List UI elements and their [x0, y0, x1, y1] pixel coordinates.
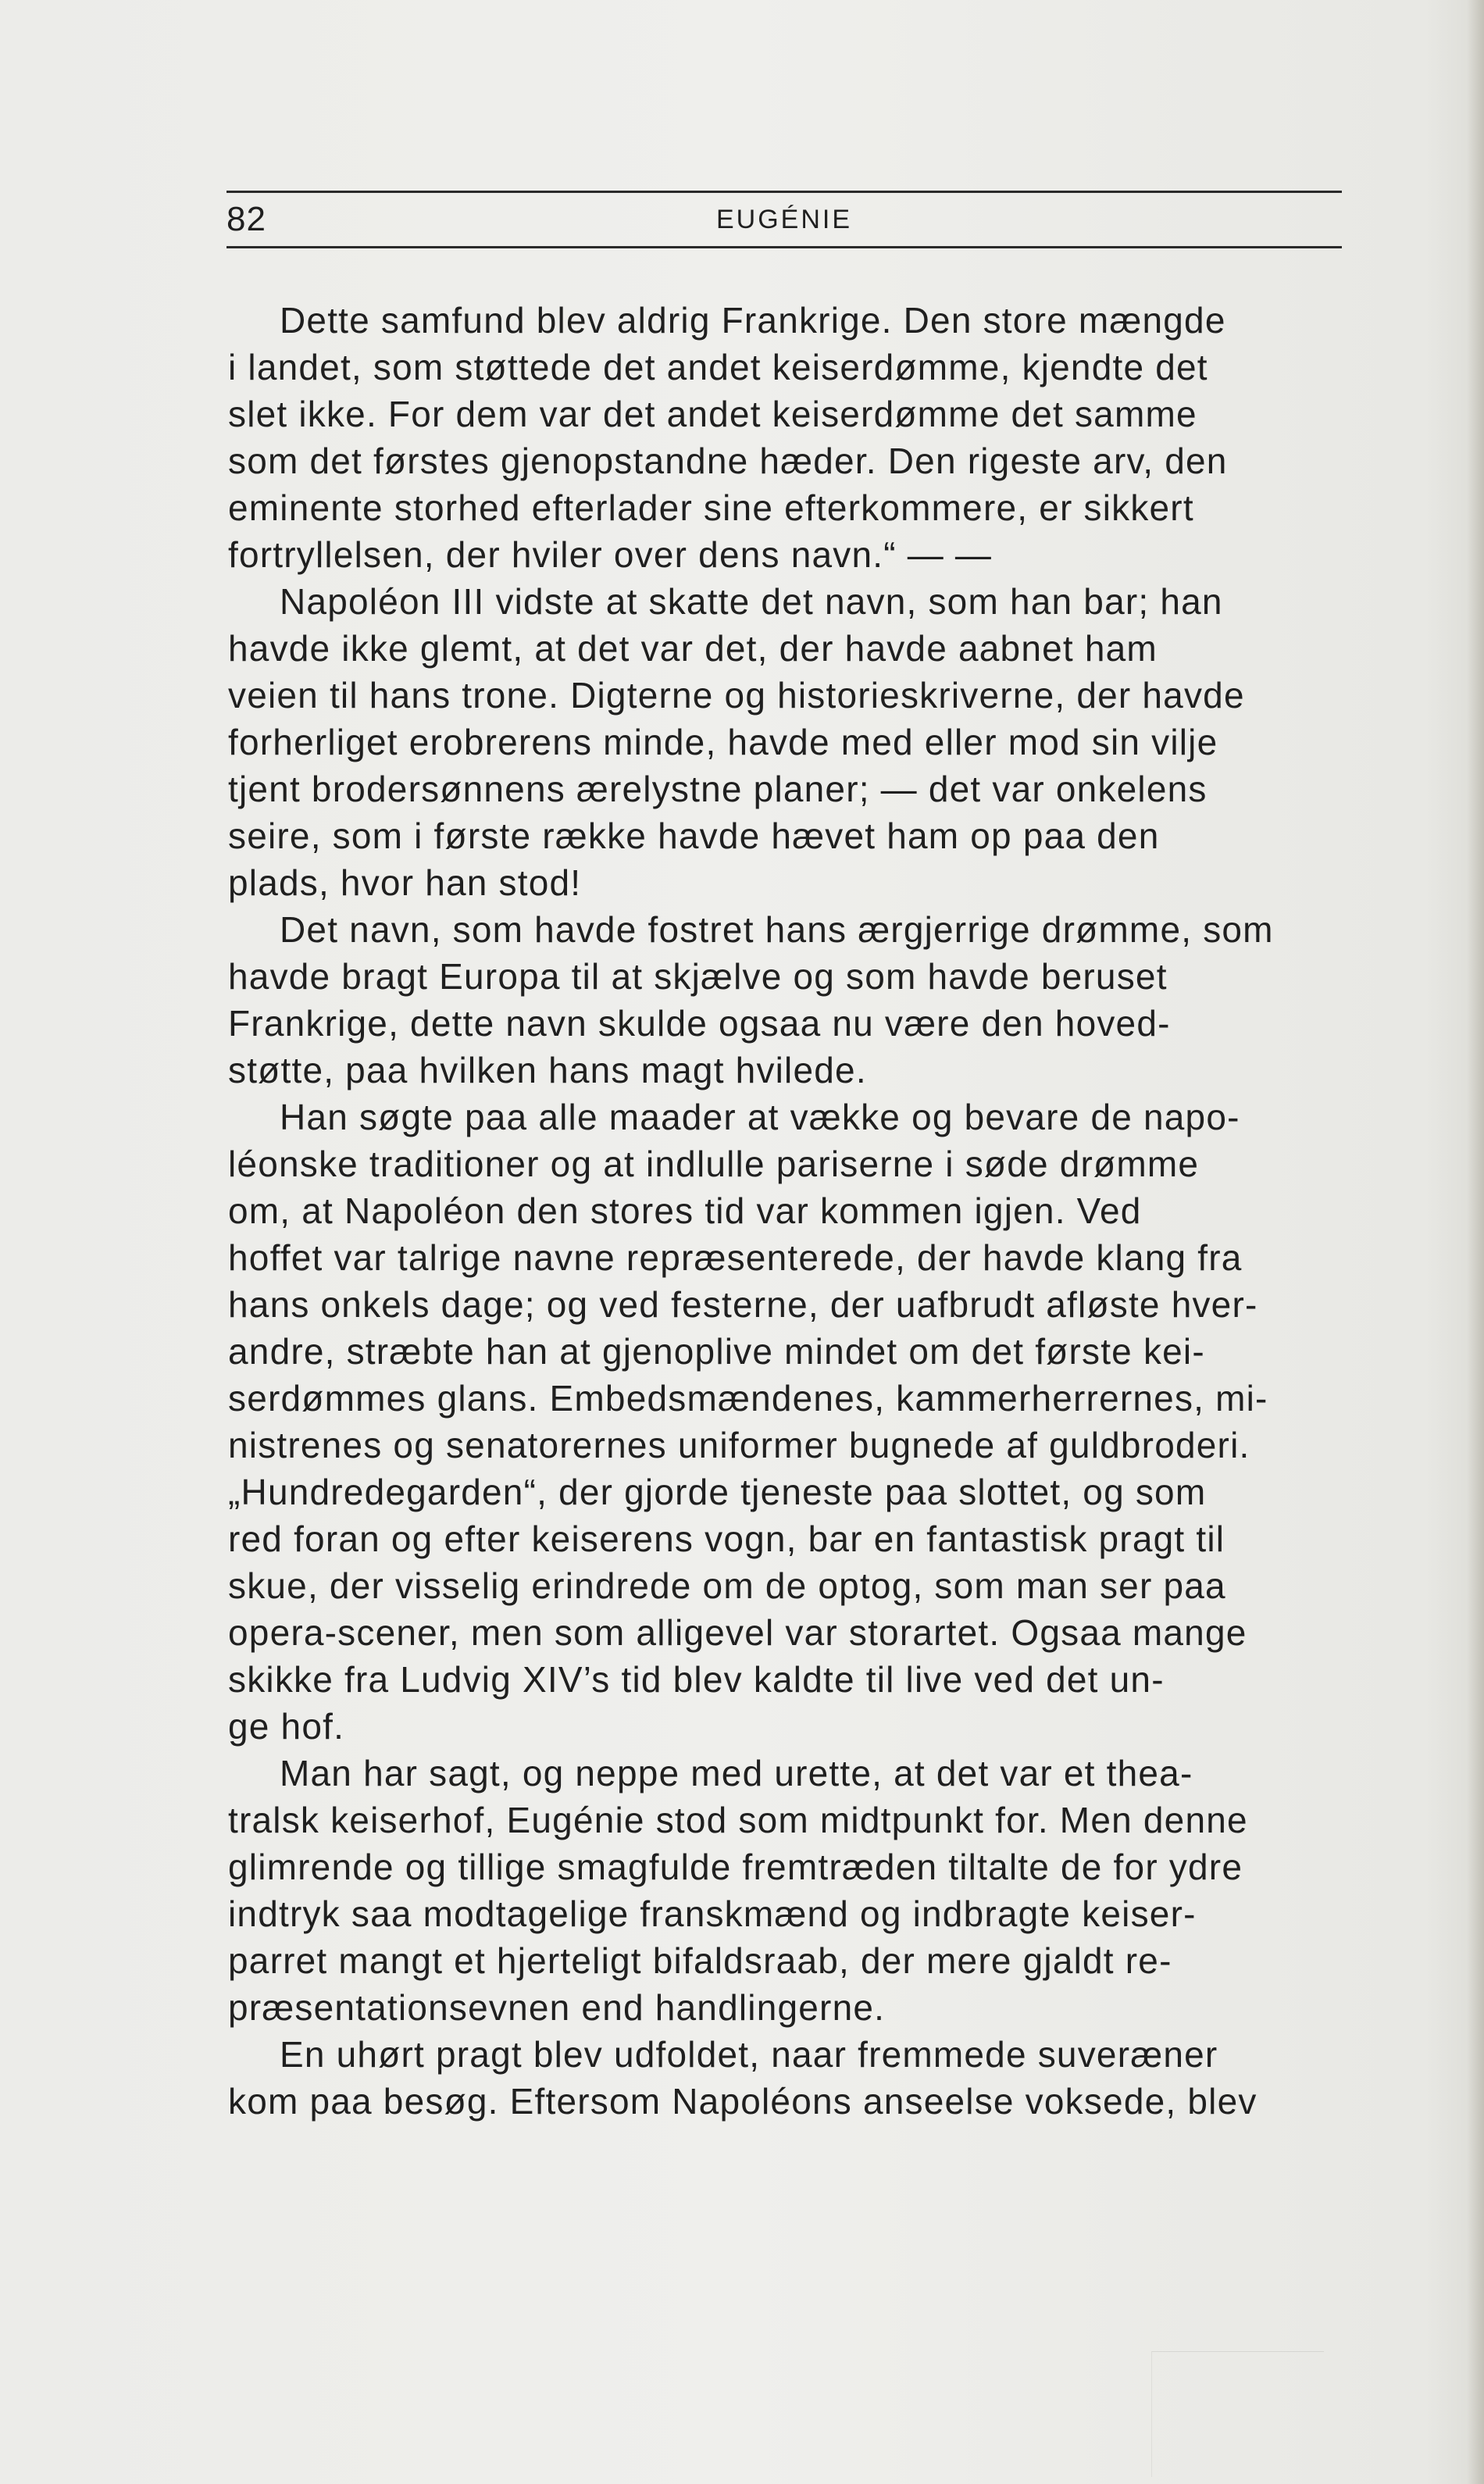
text-line: plads, hvor han stod! — [228, 862, 582, 903]
text-line: ge hof. — [228, 1706, 345, 1747]
text-line: præsentationsevnen end handlingerne. — [228, 1987, 886, 2028]
text-line: havde ikke glemt, at det var det, der havde aabnet ham — [228, 628, 1158, 669]
running-title: EUGÉNIE — [715, 205, 853, 234]
text-line: Det navn, som havde fostret hans ærgjerrige drømme, som — [280, 909, 1274, 950]
text-line: indtryk saa modtagelige franskmænd og indbragte keiser- — [228, 1893, 1197, 1934]
text-line: i landet, som støttede det andet keiserdømme, kjendte det — [228, 347, 1208, 387]
text-line: tralsk keiserhof, Eugénie stod som midtpunkt for. Men denne — [228, 1800, 1248, 1840]
page-number: 82 — [227, 200, 266, 238]
text-line: glimrende og tillige smagfulde fremtræden tiltalte de for ydre — [228, 1847, 1243, 1887]
text-line: En uhørt pragt blev udfoldet, naar fremmede suveræner — [280, 2034, 1218, 2075]
text-line: seire, som i første række havde hævet ham op paa den — [228, 816, 1160, 856]
text-line: andre, stræbte han at gjenoplive mindet om det første kei- — [228, 1331, 1205, 1372]
text-line: léonske traditioner og at indlulle pariserne i søde drømme — [228, 1144, 1200, 1184]
text-line: støtte, paa hvilken hans magt hvilede. — [228, 1050, 867, 1090]
text-line: fortryllelsen, der hviler over dens navn.“ — — — [228, 534, 993, 575]
text-line: kom paa besøg. Eftersom Napoléons anseelse voksede, blev — [228, 2081, 1257, 2122]
text-line: hoffet var talrige navne repræsenterede, der havde klang fra — [228, 1237, 1243, 1278]
text-line: nistrenes og senatorernes uniformer bugnede af guldbroderi. — [228, 1425, 1250, 1465]
header-rule-top — [227, 191, 1342, 193]
running-header — [227, 198, 1342, 244]
page-edge-shadow — [1467, 0, 1484, 2484]
text-line: slet ikke. For dem var det andet keiserdømme det samme — [228, 394, 1197, 434]
text-line: Napoléon III vidste at skatte det navn, som han bar; han — [280, 581, 1223, 622]
text-line: veien til hans trone. Digterne og historieskriverne, der havde — [228, 675, 1245, 716]
text-line: havde bragt Europa til at skjælve og som havde beruset — [228, 956, 1168, 997]
text-line: Man har sagt, og neppe med urette, at det var et thea- — [280, 1753, 1193, 1793]
text-line: eminente storhed efterlader sine efterkommere, er sikkert — [228, 487, 1194, 528]
text-line: red foran og efter keiserens vogn, bar en fantastisk pragt til — [228, 1519, 1225, 1559]
header-rule-bottom — [227, 246, 1342, 248]
text-line: som det førstes gjenopstandne hæder. Den rigeste arv, den — [228, 441, 1228, 481]
text-line: skue, der visselig erindrede om de optog, som man ser paa — [228, 1565, 1226, 1606]
text-line: tjent brodersønnens ærelystne planer; — det var onkelens — [228, 769, 1208, 809]
text-line: forherliget erobrerens minde, havde med eller mod sin vilje — [228, 722, 1218, 762]
text-line: Dette samfund blev aldrig Frankrige. Den store mængde — [280, 300, 1226, 341]
text-line: parret mangt et hjerteligt bifaldsraab, der mere gjaldt re- — [228, 1940, 1172, 1981]
text-line: skikke fra Ludvig XIV’s tid blev kaldte til live ved det un- — [228, 1659, 1165, 1700]
text-line: Frankrige, dette navn skulde ogsaa nu være den hoved- — [228, 1003, 1171, 1044]
body-text — [228, 297, 1348, 2125]
paper-corner-mark — [1151, 2351, 1324, 2477]
text-line: „Hundredegarden“, der gjorde tjeneste paa slottet, og som — [228, 1472, 1207, 1512]
text-line: serdømmes glans. Embedsmændenes, kammerherrernes, mi- — [228, 1378, 1268, 1419]
text-line: opera-scener, men som alligevel var storartet. Ogsaa mange — [228, 1612, 1247, 1653]
text-line: om, at Napoléon den stores tid var kommen igjen. Ved — [228, 1190, 1142, 1231]
text-line: hans onkels dage; og ved festerne, der uafbrudt afløste hver- — [228, 1284, 1258, 1325]
text-line: Han søgte paa alle maader at vække og bevare de napo- — [280, 1097, 1240, 1137]
